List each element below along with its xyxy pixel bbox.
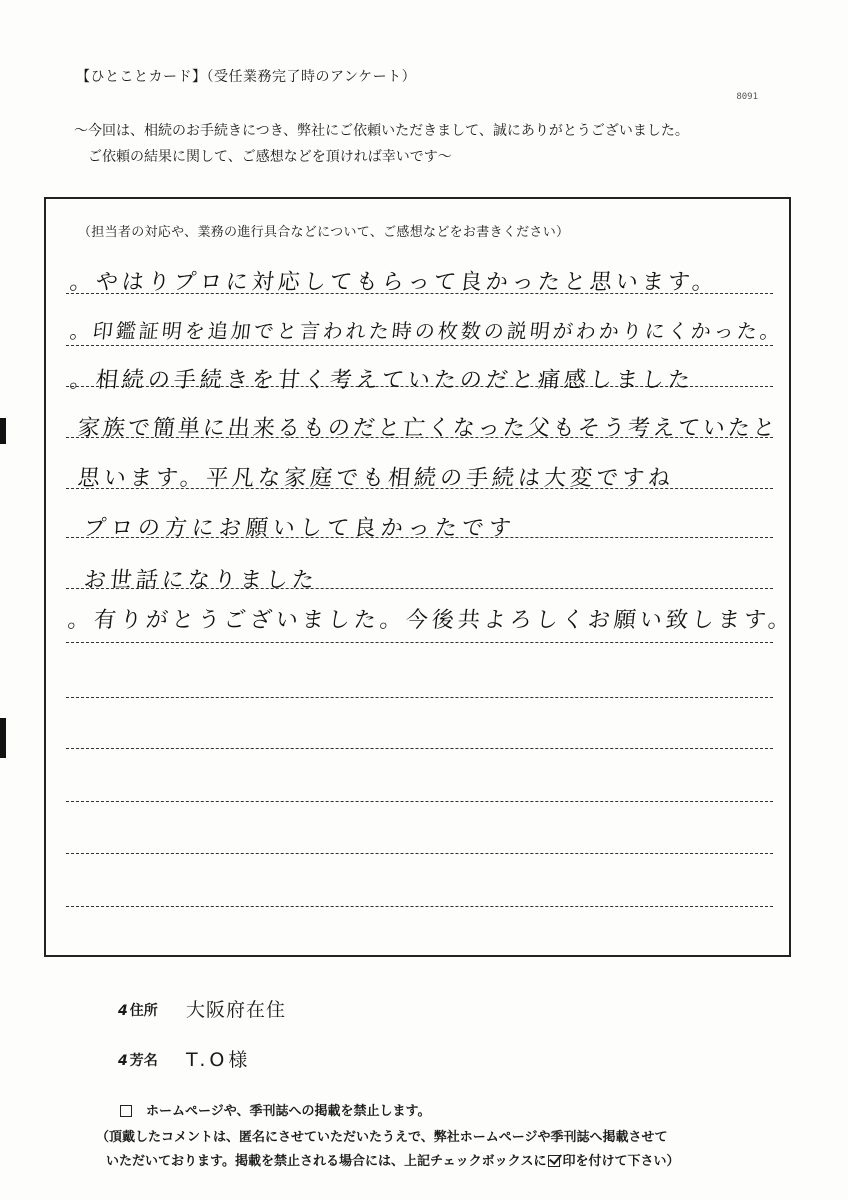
opt-out-text: ホームページや、季刊誌への掲載を禁止します。 [146,1104,431,1119]
ruled-line [66,748,773,749]
comment-box[interactable] [44,197,796,957]
notice-detail-line-2 [96,1150,776,1174]
ruled-line [66,801,773,802]
handwritten-line-2: 。印鑑証明を追加でと言われた時の枚数の説明がわかりにくかった。 [68,319,785,343]
notice-detail-line-2a: いただいております。掲載を禁止される場合には、上記チェックボックスに [106,1154,547,1169]
address-mark: 4 [118,1003,128,1019]
handwritten-line-3: 。相続の手続きを甘く考えていたのだと痛感しました [68,368,696,393]
ruled-line [66,906,773,907]
edge-mark-middle [0,718,6,758]
edge-mark-top [0,418,6,444]
serial-number: 8091 [736,92,758,102]
notice-detail [96,1126,776,1174]
address-label [118,1000,158,1020]
handwritten-line-1: 。やはりプロに対応してもらって良かったと思います。 [68,270,720,295]
intro-line-2: ご依頼の結果に関して、ご感想などを頂ければ幸いです〜 [88,149,452,165]
name-mark: 4 [118,1053,128,1069]
publish-opt-out [120,1100,430,1119]
handwritten-line-5: 思います。平凡な家庭でも相続の手続は大変ですね [76,466,676,491]
handwritten-line-4: 家族で簡単に出来るものだと亡くなった父もそう考えていたと [76,416,780,441]
handwritten-line-6: プロの方にお願いして良かったです [82,516,518,541]
address-label-text: 住所 [129,1003,158,1019]
ruled-line [66,642,773,643]
address-value: 大阪府在住 [186,999,287,1021]
notice-detail-line-1: （頂戴したコメントは、匿名にさせていただいたうえで、弊社ホームページや季刊誌へ掲載させて [96,1130,668,1145]
card-title: 【ひとことカード】（受任業務完了時のアンケート） [76,69,417,85]
ruled-line [66,345,773,346]
name-label [118,1050,158,1070]
name-value: T.O様 [186,1049,252,1071]
comment-instruction: （担当者の対応や、業務の進行具合などについて、ご感想などをお書きください） [78,225,570,240]
handwritten-line-8: 。有りがとうございました。今後共よろしくお願い致します。 [66,608,796,633]
opt-out-checkbox[interactable] [120,1105,132,1117]
ruled-line [66,853,773,854]
ruled-line [66,697,773,698]
notice-detail-line-2b: 印を付けて下さい） [562,1154,680,1169]
name-label-text: 芳名 [129,1053,158,1069]
checkmark-icon [548,1155,560,1167]
intro-text [74,118,689,170]
handwritten-line-7: お世話になりました [82,568,320,593]
intro-line-1: 〜今回は、相続のお手続きにつき、弊社にご依頼いただきまして、誠にありがとうございました。 [74,123,689,139]
